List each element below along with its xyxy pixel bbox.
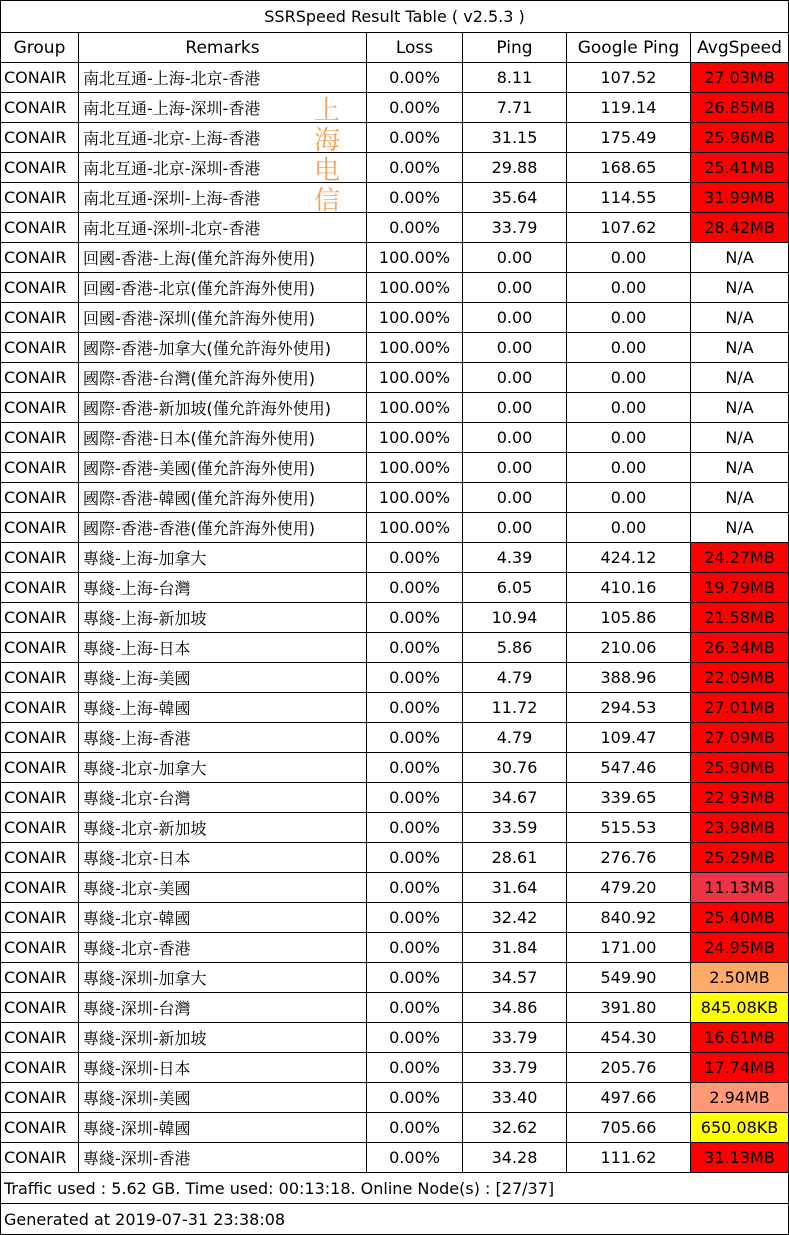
google-ping-cell: 388.96 (567, 663, 691, 693)
avgspeed-cell: 23.98MB (691, 813, 789, 843)
group-cell: CONAIR (1, 783, 79, 813)
group-cell: CONAIR (1, 843, 79, 873)
avgspeed-cell: N/A (691, 303, 789, 333)
avgspeed-cell: 24.95MB (691, 933, 789, 963)
avgspeed-cell: 650.08KB (691, 1113, 789, 1143)
google-ping-cell: 171.00 (567, 933, 691, 963)
remarks-cell: 專綫-深圳-新加坡 (79, 1023, 367, 1053)
group-cell: CONAIR (1, 93, 79, 123)
loss-cell: 100.00% (367, 393, 463, 423)
group-cell: CONAIR (1, 1143, 79, 1173)
group-cell: CONAIR (1, 213, 79, 243)
ping-cell: 0.00 (463, 273, 567, 303)
table-row (1, 813, 789, 843)
table-row (1, 993, 789, 1023)
ping-cell: 33.79 (463, 1023, 567, 1053)
ping-cell: 33.59 (463, 813, 567, 843)
avgspeed-cell: N/A (691, 363, 789, 393)
google-ping-cell: 454.30 (567, 1023, 691, 1053)
avgspeed-cell: N/A (691, 273, 789, 303)
google-ping-cell: 294.53 (567, 693, 691, 723)
loss-cell: 0.00% (367, 723, 463, 753)
ping-cell: 0.00 (463, 453, 567, 483)
google-ping-cell: 547.46 (567, 753, 691, 783)
remarks-cell: 回國-香港-深圳(僅允許海外使用) (79, 303, 367, 333)
footer-traffic-row (1, 1173, 789, 1204)
remarks-cell: 專綫-上海-香港 (79, 723, 367, 753)
ping-cell: 34.28 (463, 1143, 567, 1173)
table-row (1, 183, 789, 213)
group-cell: CONAIR (1, 1083, 79, 1113)
remarks-cell: 專綫-北京-台灣 (79, 783, 367, 813)
loss-cell: 0.00% (367, 993, 463, 1023)
google-ping-cell: 549.90 (567, 963, 691, 993)
remarks-cell: 專綫-上海-新加坡 (79, 603, 367, 633)
group-cell: CONAIR (1, 573, 79, 603)
loss-cell: 100.00% (367, 273, 463, 303)
group-cell: CONAIR (1, 633, 79, 663)
group-cell: CONAIR (1, 123, 79, 153)
ping-cell: 31.84 (463, 933, 567, 963)
google-ping-cell: 0.00 (567, 273, 691, 303)
watermark-text (313, 96, 341, 216)
avgspeed-cell: 16.61MB (691, 1023, 789, 1053)
group-cell: CONAIR (1, 1023, 79, 1053)
google-ping-cell: 0.00 (567, 453, 691, 483)
google-ping-cell: 705.66 (567, 1113, 691, 1143)
avgspeed-cell: N/A (691, 423, 789, 453)
table-row (1, 213, 789, 243)
ping-cell: 31.64 (463, 873, 567, 903)
google-ping-cell: 168.65 (567, 153, 691, 183)
table-row (1, 513, 789, 543)
table-row (1, 393, 789, 423)
ping-cell: 0.00 (463, 513, 567, 543)
title-row (1, 1, 789, 33)
loss-cell: 0.00% (367, 663, 463, 693)
table-row (1, 873, 789, 903)
watermark-char: 海 (313, 126, 340, 156)
google-ping-cell: 109.47 (567, 723, 691, 753)
group-cell: CONAIR (1, 663, 79, 693)
table-row (1, 603, 789, 633)
loss-cell: 0.00% (367, 1143, 463, 1173)
group-cell: CONAIR (1, 363, 79, 393)
table-row (1, 1143, 789, 1173)
avgspeed-cell: 25.96MB (691, 123, 789, 153)
column-header-google-ping: Google Ping (567, 33, 691, 63)
ping-cell: 32.62 (463, 1113, 567, 1143)
google-ping-cell: 840.92 (567, 903, 691, 933)
google-ping-cell: 410.16 (567, 573, 691, 603)
table-row (1, 93, 789, 123)
table-row (1, 423, 789, 453)
remarks-cell: 專綫-上海-加拿大 (79, 543, 367, 573)
table-row (1, 243, 789, 273)
google-ping-cell: 114.55 (567, 183, 691, 213)
avgspeed-cell: 27.03MB (691, 63, 789, 93)
ping-cell: 5.86 (463, 633, 567, 663)
google-ping-cell: 107.62 (567, 213, 691, 243)
group-cell: CONAIR (1, 453, 79, 483)
table-row (1, 633, 789, 663)
remarks-cell: 國際-香港-台灣(僅允許海外使用) (79, 363, 367, 393)
avgspeed-cell: N/A (691, 513, 789, 543)
group-cell: CONAIR (1, 423, 79, 453)
group-cell: CONAIR (1, 723, 79, 753)
ping-cell: 4.39 (463, 543, 567, 573)
google-ping-cell: 0.00 (567, 483, 691, 513)
avgspeed-cell: 845.08KB (691, 993, 789, 1023)
loss-cell: 0.00% (367, 1053, 463, 1083)
column-header-ping: Ping (463, 33, 567, 63)
watermark-char: 电 (313, 156, 340, 186)
group-cell: CONAIR (1, 513, 79, 543)
avgspeed-cell: 11.13MB (691, 873, 789, 903)
group-cell: CONAIR (1, 243, 79, 273)
loss-cell: 100.00% (367, 483, 463, 513)
avgspeed-cell: 25.29MB (691, 843, 789, 873)
table-row (1, 453, 789, 483)
remarks-cell: 回國-香港-北京(僅允許海外使用) (79, 273, 367, 303)
group-cell: CONAIR (1, 63, 79, 93)
avgspeed-cell: 27.01MB (691, 693, 789, 723)
generated-timestamp: Generated at 2019-07-31 23:38:08 (1, 1204, 789, 1235)
group-cell: CONAIR (1, 903, 79, 933)
ping-cell: 11.72 (463, 693, 567, 723)
loss-cell: 0.00% (367, 603, 463, 633)
loss-cell: 0.00% (367, 1023, 463, 1053)
loss-cell: 0.00% (367, 93, 463, 123)
table-row (1, 933, 789, 963)
loss-cell: 0.00% (367, 153, 463, 183)
loss-cell: 0.00% (367, 873, 463, 903)
ping-cell: 0.00 (463, 333, 567, 363)
avgspeed-cell: 24.27MB (691, 543, 789, 573)
remarks-cell: 南北互通-北京-上海-香港 (79, 123, 367, 153)
remarks-cell: 專綫-深圳-加拿大 (79, 963, 367, 993)
loss-cell: 0.00% (367, 63, 463, 93)
google-ping-cell: 0.00 (567, 363, 691, 393)
table-row (1, 153, 789, 183)
ping-cell: 0.00 (463, 243, 567, 273)
table-row (1, 63, 789, 93)
ping-cell: 4.79 (463, 723, 567, 753)
table-row (1, 1053, 789, 1083)
loss-cell: 100.00% (367, 363, 463, 393)
avgspeed-cell: N/A (691, 393, 789, 423)
group-cell: CONAIR (1, 1113, 79, 1143)
loss-cell: 0.00% (367, 963, 463, 993)
ping-cell: 34.67 (463, 783, 567, 813)
loss-cell: 0.00% (367, 753, 463, 783)
remarks-cell: 專綫-北京-韓國 (79, 903, 367, 933)
remarks-cell: 南北互通-上海-深圳-香港 (79, 93, 367, 123)
group-cell: CONAIR (1, 873, 79, 903)
ping-cell: 28.61 (463, 843, 567, 873)
table-row (1, 723, 789, 753)
watermark-char: 上 (313, 96, 340, 126)
remarks-cell: 國際-香港-香港(僅允許海外使用) (79, 513, 367, 543)
google-ping-cell: 105.86 (567, 603, 691, 633)
google-ping-cell: 391.80 (567, 993, 691, 1023)
ping-cell: 0.00 (463, 363, 567, 393)
ping-cell: 29.88 (463, 153, 567, 183)
table-row (1, 333, 789, 363)
ping-cell: 4.79 (463, 663, 567, 693)
column-header-group: Group (1, 33, 79, 63)
google-ping-cell: 0.00 (567, 303, 691, 333)
loss-cell: 0.00% (367, 1083, 463, 1113)
loss-cell: 0.00% (367, 903, 463, 933)
avgspeed-cell: 22.09MB (691, 663, 789, 693)
avgspeed-cell: N/A (691, 453, 789, 483)
google-ping-cell: 424.12 (567, 543, 691, 573)
google-ping-cell: 0.00 (567, 243, 691, 273)
loss-cell: 0.00% (367, 123, 463, 153)
loss-cell: 100.00% (367, 333, 463, 363)
watermark-char: 信 (313, 186, 340, 216)
loss-cell: 0.00% (367, 783, 463, 813)
google-ping-cell: 339.65 (567, 783, 691, 813)
ping-cell: 7.71 (463, 93, 567, 123)
remarks-cell: 專綫-上海-美國 (79, 663, 367, 693)
remarks-cell: 專綫-上海-台灣 (79, 573, 367, 603)
table-row (1, 753, 789, 783)
remarks-cell: 專綫-深圳-韓國 (79, 1113, 367, 1143)
group-cell: CONAIR (1, 753, 79, 783)
loss-cell: 100.00% (367, 453, 463, 483)
avgspeed-cell: 2.50MB (691, 963, 789, 993)
remarks-cell: 南北互通-深圳-北京-香港 (79, 213, 367, 243)
google-ping-cell: 479.20 (567, 873, 691, 903)
ping-cell: 0.00 (463, 483, 567, 513)
ping-cell: 8.11 (463, 63, 567, 93)
avgspeed-cell: 31.99MB (691, 183, 789, 213)
avgspeed-cell: 25.41MB (691, 153, 789, 183)
google-ping-cell: 175.49 (567, 123, 691, 153)
remarks-cell: 國際-香港-日本(僅允許海外使用) (79, 423, 367, 453)
avgspeed-cell: N/A (691, 333, 789, 363)
loss-cell: 0.00% (367, 693, 463, 723)
table-row (1, 573, 789, 603)
table-title: SSRSpeed Result Table ( v2.5.3 ) (1, 1, 789, 33)
group-cell: CONAIR (1, 393, 79, 423)
google-ping-cell: 119.14 (567, 93, 691, 123)
group-cell: CONAIR (1, 693, 79, 723)
table-row (1, 693, 789, 723)
column-header-remarks: Remarks (79, 33, 367, 63)
loss-cell: 0.00% (367, 213, 463, 243)
column-header-avgspeed: AvgSpeed (691, 33, 789, 63)
group-cell: CONAIR (1, 933, 79, 963)
remarks-cell: 南北互通-上海-北京-香港 (79, 63, 367, 93)
loss-cell: 100.00% (367, 243, 463, 273)
avgspeed-cell: 27.09MB (691, 723, 789, 753)
group-cell: CONAIR (1, 333, 79, 363)
loss-cell: 0.00% (367, 933, 463, 963)
loss-cell: 0.00% (367, 633, 463, 663)
remarks-cell: 專綫-上海-韓國 (79, 693, 367, 723)
ping-cell: 34.86 (463, 993, 567, 1023)
loss-cell: 0.00% (367, 813, 463, 843)
group-cell: CONAIR (1, 813, 79, 843)
avgspeed-cell: 26.85MB (691, 93, 789, 123)
ping-cell: 31.15 (463, 123, 567, 153)
remarks-cell: 專綫-深圳-香港 (79, 1143, 367, 1173)
google-ping-cell: 276.76 (567, 843, 691, 873)
table-row (1, 303, 789, 333)
avgspeed-cell: 31.13MB (691, 1143, 789, 1173)
ping-cell: 6.05 (463, 573, 567, 603)
avgspeed-cell: 26.34MB (691, 633, 789, 663)
ping-cell: 33.79 (463, 213, 567, 243)
loss-cell: 100.00% (367, 423, 463, 453)
ping-cell: 30.76 (463, 753, 567, 783)
avgspeed-cell: 2.94MB (691, 1083, 789, 1113)
ping-cell: 0.00 (463, 393, 567, 423)
remarks-cell: 國際-香港-加拿大(僅允許海外使用) (79, 333, 367, 363)
google-ping-cell: 497.66 (567, 1083, 691, 1113)
google-ping-cell: 111.62 (567, 1143, 691, 1173)
remarks-cell: 南北互通-北京-深圳-香港 (79, 153, 367, 183)
google-ping-cell: 515.53 (567, 813, 691, 843)
avgspeed-cell: 28.42MB (691, 213, 789, 243)
remarks-cell: 專綫-北京-日本 (79, 843, 367, 873)
remarks-cell: 專綫-深圳-美國 (79, 1083, 367, 1113)
ping-cell: 34.57 (463, 963, 567, 993)
group-cell: CONAIR (1, 483, 79, 513)
table-row (1, 903, 789, 933)
group-cell: CONAIR (1, 963, 79, 993)
remarks-cell: 國際-香港-韓國(僅允許海外使用) (79, 483, 367, 513)
google-ping-cell: 0.00 (567, 513, 691, 543)
remarks-cell: 專綫-上海-日本 (79, 633, 367, 663)
remarks-cell: 專綫-北京-新加坡 (79, 813, 367, 843)
loss-cell: 0.00% (367, 843, 463, 873)
table-row (1, 783, 789, 813)
column-header-loss: Loss (367, 33, 463, 63)
group-cell: CONAIR (1, 273, 79, 303)
loss-cell: 0.00% (367, 543, 463, 573)
table-row (1, 843, 789, 873)
table-row (1, 663, 789, 693)
group-cell: CONAIR (1, 183, 79, 213)
google-ping-cell: 0.00 (567, 393, 691, 423)
remarks-cell: 專綫-北京-美國 (79, 873, 367, 903)
group-cell: CONAIR (1, 993, 79, 1023)
google-ping-cell: 0.00 (567, 423, 691, 453)
remarks-cell: 專綫-北京-加拿大 (79, 753, 367, 783)
ping-cell: 33.40 (463, 1083, 567, 1113)
ping-cell: 0.00 (463, 423, 567, 453)
remarks-cell: 國際-香港-新加坡(僅允許海外使用) (79, 393, 367, 423)
loss-cell: 100.00% (367, 513, 463, 543)
remarks-cell: 國際-香港-美國(僅允許海外使用) (79, 453, 367, 483)
table-row (1, 273, 789, 303)
avgspeed-cell: 19.79MB (691, 573, 789, 603)
ping-cell: 35.64 (463, 183, 567, 213)
loss-cell: 0.00% (367, 183, 463, 213)
table-row (1, 1023, 789, 1053)
avgspeed-cell: 22.93MB (691, 783, 789, 813)
ping-cell: 10.94 (463, 603, 567, 633)
traffic-summary: Traffic used : 5.62 GB. Time used: 00:13:18. Online Node(s) : [27/37] (1, 1173, 789, 1204)
remarks-cell: 專綫-深圳-日本 (79, 1053, 367, 1083)
avgspeed-cell: 17.74MB (691, 1053, 789, 1083)
ping-cell: 0.00 (463, 303, 567, 333)
group-cell: CONAIR (1, 543, 79, 573)
table-row (1, 483, 789, 513)
remarks-cell: 專綫-深圳-台灣 (79, 993, 367, 1023)
header-row (1, 33, 789, 63)
group-cell: CONAIR (1, 1053, 79, 1083)
group-cell: CONAIR (1, 153, 79, 183)
avgspeed-cell: 25.90MB (691, 753, 789, 783)
avgspeed-cell: 21.58MB (691, 603, 789, 633)
avgspeed-cell: N/A (691, 483, 789, 513)
table-row (1, 963, 789, 993)
avgspeed-cell: N/A (691, 243, 789, 273)
table-row (1, 1113, 789, 1143)
table-row (1, 543, 789, 573)
table-row (1, 1083, 789, 1113)
google-ping-cell: 0.00 (567, 333, 691, 363)
google-ping-cell: 210.06 (567, 633, 691, 663)
group-cell: CONAIR (1, 303, 79, 333)
google-ping-cell: 205.76 (567, 1053, 691, 1083)
avgspeed-cell: 25.40MB (691, 903, 789, 933)
remarks-cell: 回國-香港-上海(僅允許海外使用) (79, 243, 367, 273)
group-cell: CONAIR (1, 603, 79, 633)
remarks-cell: 南北互通-深圳-上海-香港 (79, 183, 367, 213)
loss-cell: 0.00% (367, 573, 463, 603)
loss-cell: 0.00% (367, 1113, 463, 1143)
google-ping-cell: 107.52 (567, 63, 691, 93)
table-row (1, 363, 789, 393)
table-row (1, 123, 789, 153)
ping-cell: 33.79 (463, 1053, 567, 1083)
loss-cell: 100.00% (367, 303, 463, 333)
ping-cell: 32.42 (463, 903, 567, 933)
remarks-cell: 專綫-北京-香港 (79, 933, 367, 963)
